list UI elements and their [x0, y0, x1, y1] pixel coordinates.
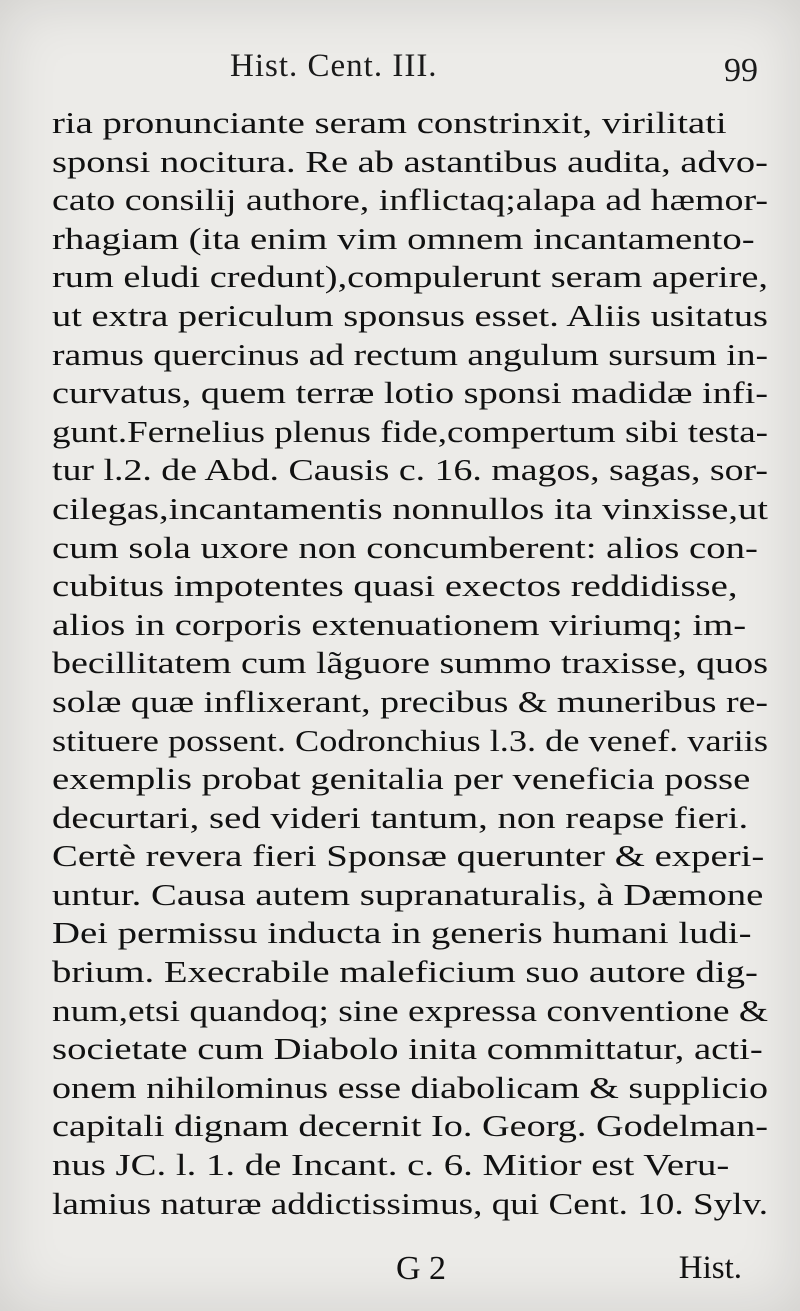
text-line: sponsi nocitura. Re ab astantibus audita, advo-	[52, 143, 768, 179]
text-line: nus JC. l. 1. de Incant. c. 6. Mitior est Veru-	[52, 1147, 730, 1183]
text-line: societate cum Diabolo inita committatur, acti-	[52, 1031, 763, 1067]
body-text	[52, 104, 768, 1223]
text-line: becillitatem cum lãguore summo traxisse, quos	[52, 645, 768, 681]
text-line: decurtari, sed videri tantum, non reapse fieri.	[52, 799, 749, 835]
text-line: cato consilij authore, inflictaq;alapa ad hæmor-	[52, 182, 768, 218]
text-line: ramus quercinus ad rectum angulum sursum in-	[52, 336, 768, 372]
catchword: Hist.	[678, 1250, 742, 1286]
text-line: solæ quæ inflixerant, precibus & muneribus re-	[52, 683, 768, 719]
text-line: cilegas,incantamentis nonnullos ita vinxisse,ut	[52, 490, 768, 526]
text-line: num,etsi quandoq; sine expressa conventione &	[52, 992, 768, 1028]
page-number: 99	[724, 52, 758, 89]
text-line: exemplis probat genitalia per veneficia posse	[52, 761, 751, 797]
text-line: curvatus, quem terræ lotio sponsi madidæ infi-	[52, 375, 768, 411]
text-line: brium. Execrabile maleficium suo autore dig-	[52, 954, 758, 990]
page-footer	[0, 1250, 800, 1294]
text-line: tur l.2. de Abd. Causis c. 16. magos, sagas, sor-	[52, 452, 768, 488]
text-line: rhagiam (ita enim vim omnem incantamento-	[52, 220, 755, 256]
text-line: ut extra periculum sponsus esset. Aliis usitatus	[52, 297, 768, 333]
text-line: gunt.Fernelius plenus fide,compertum sibi testa-	[52, 413, 768, 449]
text-line: capitali dignam decernit Io. Georg. Godelman-	[52, 1108, 768, 1144]
text-line: alios in corporis extenuationem viriumq; im-	[52, 606, 747, 642]
text-line: stituere possent. Codronchius l.3. de venef. variis	[52, 722, 768, 758]
text-line: untur. Causa autem supranaturalis, à Dæmone	[52, 876, 764, 912]
text-line: rum eludi credunt),compulerunt seram aperire,	[52, 259, 768, 295]
text-line: cum sola uxore non concumberent: alios con-	[52, 529, 758, 565]
text-line: Dei permissu inducta in generis humani ludi-	[52, 915, 752, 951]
running-title: Hist. Cent. III.	[230, 48, 438, 84]
text-line: ria pronunciante seram constrinxit, virilitati	[52, 105, 727, 140]
text-line: onem nihilominus esse diabolicam & supplicio	[52, 1069, 768, 1105]
text-line: cubitus impotentes quasi exectos reddidisse,	[52, 568, 738, 604]
text-line: Certè revera fieri Sponsæ querunter & experi-	[52, 838, 765, 874]
signature-mark: G 2	[396, 1250, 447, 1287]
page-header	[0, 48, 800, 98]
text-line: lamius naturæ addictissimus, qui Cent. 10. Sylv.	[52, 1185, 768, 1221]
